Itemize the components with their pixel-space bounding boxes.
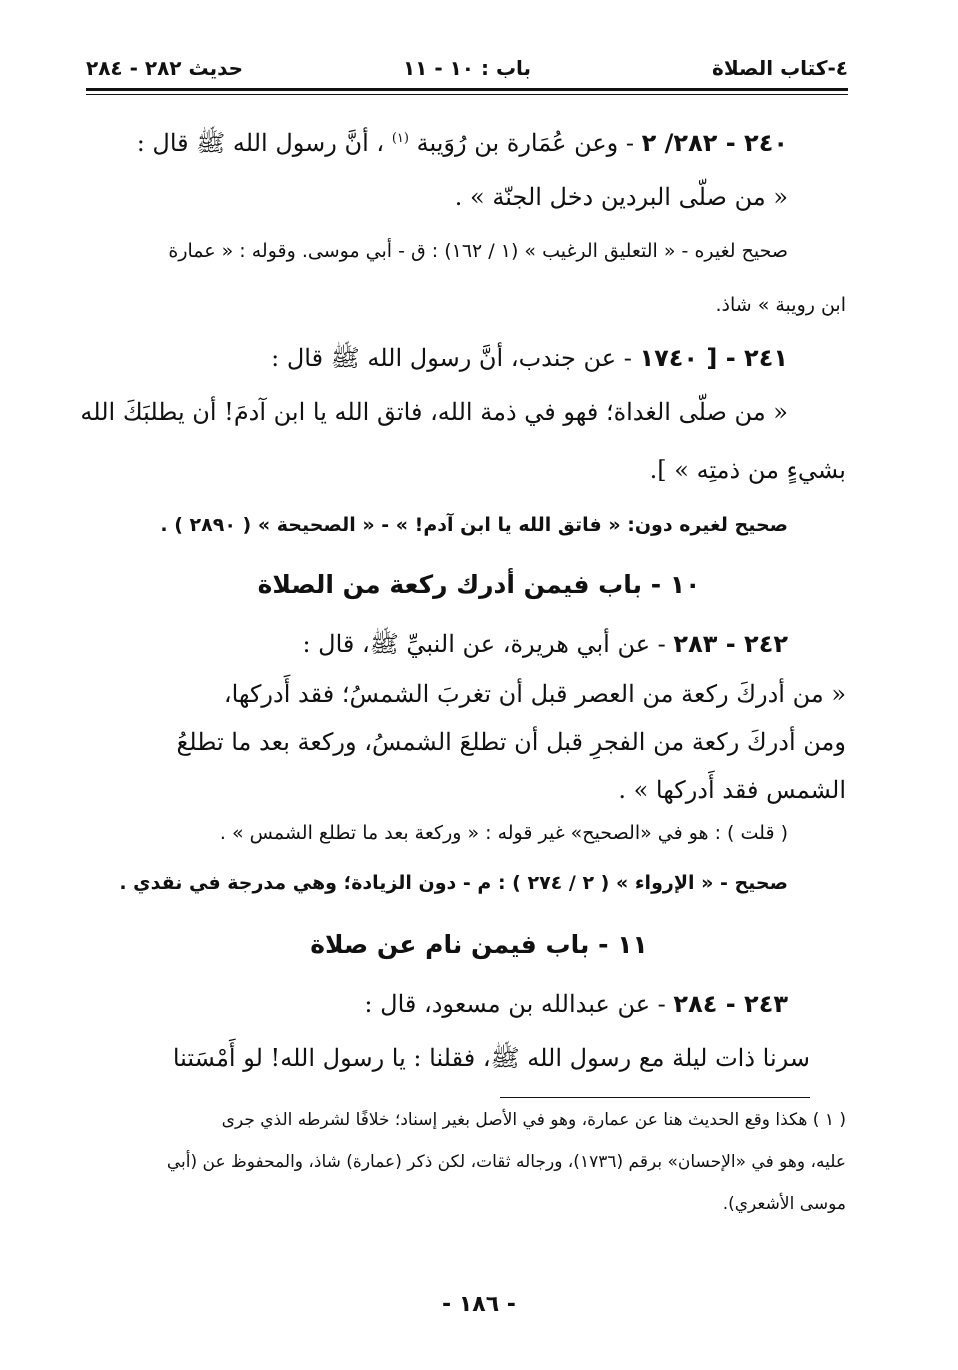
- hadith-242-text-3: الشمس فقد أَدركها » .: [618, 776, 846, 804]
- hadith-241-grade: صحيح لغيره دون: « فاتق الله يا ابن آدم! » - « الصحيحة » ( ٢٨٩٠ ) .: [160, 514, 788, 536]
- hadith-240-text: « من صلّى البردين دخل الجنّة » .: [454, 183, 788, 211]
- hadith-243-text-1: سرنا ذات ليلة مع رسول الله ﷺ، فقلنا : يا رسول الله! لو أَمْسَتنا: [172, 1044, 810, 1072]
- hadith-242-text-1: « من أدركَ ركعة من العصر قبل أن تغربَ الشمسُ؛ فقد أَدركها،: [223, 680, 846, 708]
- hadith-241-text-1: « من صلّى الغداة؛ فهو في ذمة الله، فاتق الله يا ابن آدمَ! أن يطلبَكَ الله: [80, 398, 788, 426]
- header-rule-thick: [86, 88, 848, 91]
- footnote-line-1: ( ١ ) هكذا وقع الحديث هنا عن عمارة، وهو في الأصل بغير إسناد؛ خلافًا لشرطه الذي جرى: [221, 1110, 846, 1130]
- hadith-number: ٢٤٠ - ٢٨٢/ ٢: [641, 129, 788, 157]
- hadith-range: حديث ٢٨٢ - ٢٨٤: [86, 56, 244, 80]
- section-11-heading: ١١ - باب فيمن نام عن صلاة: [310, 930, 648, 959]
- hadith-242-intro: [302, 629, 788, 664]
- hadith-isnad: - عن جندب، أنَّ رسول الله ﷺ قال :: [271, 344, 632, 372]
- page-number: - ١٨٦ -: [442, 1292, 516, 1317]
- hadith-243-intro: [364, 990, 788, 1018]
- hadith-number: ٢٤٣ - ٢٨٤: [673, 990, 788, 1018]
- hadith-240-intro: [137, 128, 788, 163]
- hadith-242-text-2: ومن أدركَ ركعة من الفجرِ قبل أن تطلعَ الشمسُ، وركعة بعد ما تطلعُ: [176, 728, 846, 756]
- footnote-line-3: موسى الأشعري).: [722, 1194, 846, 1214]
- hadith-isnad: - عن أبي هريرة، عن النبيِّ ﷺ، قال :: [302, 630, 666, 658]
- hadith-241-intro: [271, 343, 788, 378]
- hadith-isnad: - وعن عُمَارة بن رُوَيبة: [416, 129, 634, 157]
- bab-range: باب : ١٠ - ١١: [402, 56, 532, 80]
- hadith-240-grade-1: صحيح لغيره - « التعليق الرغيب » (١ / ١٦٢) : ق - أبي موسى. وقوله : « عمارة: [168, 240, 788, 262]
- header-rule-thin: [86, 94, 848, 95]
- footnote-marker: (١): [391, 131, 409, 146]
- hadith-isnad-end: ، أنَّ رسول الله ﷺ قال :: [136, 129, 385, 157]
- hadith-isnad: - عن عبدالله بن مسعود، قال :: [364, 990, 666, 1018]
- footnote-line-2: عليه، وهو في «الإحسان» برقم (١٧٣٦)، ورجاله ثقات، لكن ذكر (عمارة) شاذ، والمحفوظ عن (أبي: [166, 1152, 846, 1172]
- running-header: [86, 52, 848, 86]
- footnote-separator: [500, 1097, 810, 1098]
- hadith-number: ٢٤٢ - ٢٨٣: [673, 630, 788, 658]
- hadith-number: ٢٤١ - [ ١٧٤٠: [639, 344, 788, 372]
- section-10-heading: ١٠ - باب فيمن أدرك ركعة من الصلاة: [257, 570, 701, 599]
- chapter-title: ٤-كتاب الصلاة: [712, 56, 848, 80]
- hadith-240-grade-2: ابن رويبة » شاذ.: [715, 294, 846, 316]
- hadith-242-grade: صحيح - « الإرواء » ( ٢ / ٢٧٤ ) : م - دون الزيادة؛ وهي مدرجة في نقدي .: [119, 872, 788, 894]
- hadith-242-note: ( قلت ) : هو في «الصحيح» غير قوله : « وركعة بعد ما تطلع الشمس » .: [219, 822, 788, 844]
- hadith-241-text-2: بشيءٍ من ذمتِه » ].: [649, 456, 846, 484]
